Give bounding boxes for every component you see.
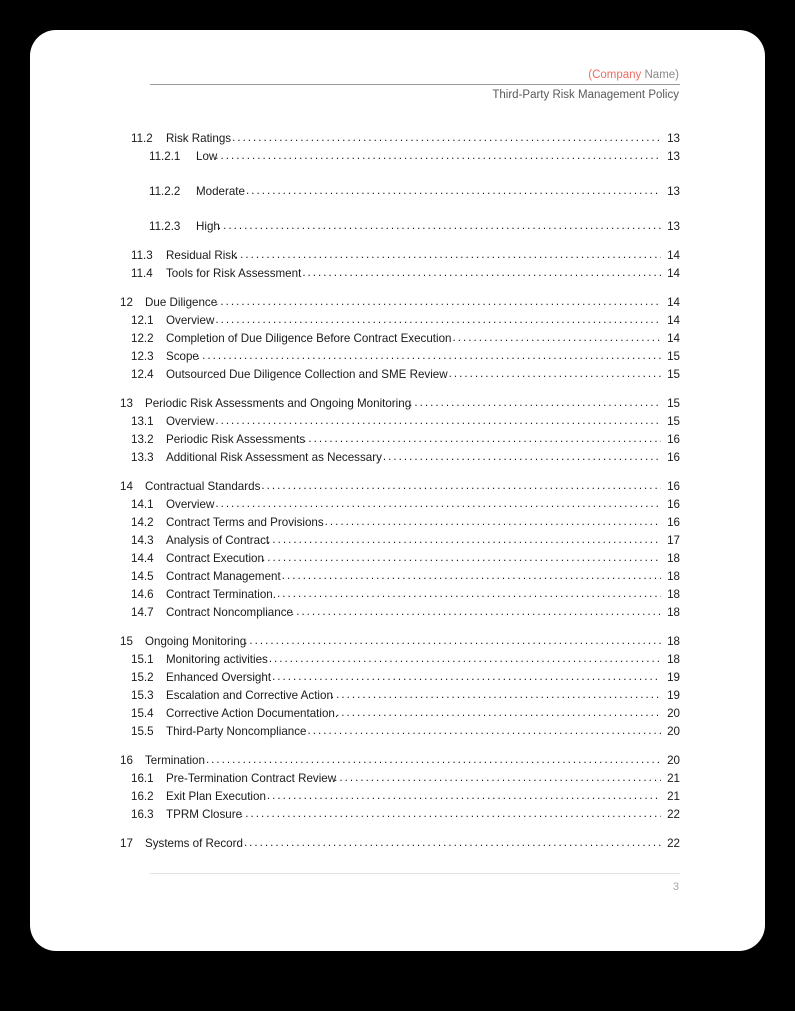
toc-entry-title: Residual Risk xyxy=(166,249,237,262)
toc-entry-number: 12.1 xyxy=(131,314,154,327)
toc-leader-dots xyxy=(215,293,661,311)
toc-entry-title: Third-Party Noncompliance xyxy=(166,725,307,738)
document-content-area xyxy=(120,68,680,913)
toc-entry[interactable] xyxy=(120,366,680,384)
toc-entry-page-number: 16 xyxy=(667,516,680,529)
toc-entry[interactable] xyxy=(120,348,680,366)
toc-leader-dots xyxy=(282,567,661,585)
toc-entry-page-number: 16 xyxy=(667,498,680,511)
header-company-accent-text: (Company xyxy=(588,69,642,81)
toc-entry-number: 15.5 xyxy=(131,725,154,738)
toc-entry-page-number: 20 xyxy=(667,725,680,738)
toc-leader-dots xyxy=(197,347,661,365)
toc-leader-dots xyxy=(218,217,661,235)
toc-entry-title: Tools for Risk Assessment xyxy=(166,267,302,280)
toc-entry-page-number: 13 xyxy=(667,132,680,145)
toc-entry-page-number: 19 xyxy=(667,689,680,702)
toc-entry-title: Overview xyxy=(166,314,215,327)
toc-entry-page-number: 17 xyxy=(667,534,680,547)
toc-entry-page-number: 20 xyxy=(667,707,680,720)
toc-entry-title: Contract Noncompliance xyxy=(166,606,293,619)
toc-entry[interactable] xyxy=(120,312,680,330)
toc-entry[interactable] xyxy=(120,550,680,568)
toc-entry-title: Contract Management xyxy=(166,570,281,583)
toc-entry[interactable] xyxy=(120,586,680,604)
toc-entry-page-number: 20 xyxy=(667,754,680,767)
toc-entry-number: 16.1 xyxy=(131,772,154,785)
header-document-title: Third-Party Risk Management Policy xyxy=(492,89,679,101)
toc-entry-title: Outsourced Due Diligence Collection and SME Review xyxy=(166,368,448,381)
toc-entry-number: 11.3 xyxy=(131,249,153,262)
toc-entry-number: 14.4 xyxy=(131,552,154,565)
toc-entry-title: Systems of Record xyxy=(145,837,243,850)
toc-entry[interactable] xyxy=(120,218,680,236)
toc-leader-dots xyxy=(240,805,661,823)
toc-entry-number: 14.6 xyxy=(131,588,154,601)
toc-leader-dots xyxy=(325,513,661,531)
toc-leader-dots xyxy=(269,650,661,668)
toc-entry-number: 12 xyxy=(120,296,133,309)
toc-entry-page-number: 18 xyxy=(667,588,680,601)
toc-entry-page-number: 15 xyxy=(667,397,680,410)
toc-leader-dots xyxy=(449,365,661,383)
toc-entry-title: Enhanced Oversight xyxy=(166,671,272,684)
toc-entry[interactable] xyxy=(120,669,680,687)
toc-leader-dots xyxy=(331,686,661,704)
toc-entry-page-number: 14 xyxy=(667,296,680,309)
toc-entry-title: Moderate xyxy=(196,185,245,198)
toc-entry-page-number: 13 xyxy=(667,220,680,233)
toc-entry[interactable] xyxy=(120,330,680,348)
toc-entry-title: Contract Execution xyxy=(166,552,264,565)
toc-leader-dots xyxy=(232,129,661,147)
toc-entry-number: 11.2.3 xyxy=(149,220,181,233)
toc-leader-dots xyxy=(334,769,661,787)
toc-entry-number: 16 xyxy=(120,754,133,767)
toc-entry-number: 13.3 xyxy=(131,451,154,464)
toc-entry-page-number: 16 xyxy=(667,480,680,493)
toc-entry[interactable] xyxy=(120,723,680,741)
toc-entry-number: 12.4 xyxy=(131,368,154,381)
toc-entry-page-number: 16 xyxy=(667,433,680,446)
toc-entry-title: Low xyxy=(196,150,218,163)
document-footer xyxy=(120,873,680,896)
toc-entry-number: 15.3 xyxy=(131,689,154,702)
toc-leader-dots xyxy=(206,751,661,769)
document-header xyxy=(120,68,680,114)
footer-page-number: 3 xyxy=(672,881,679,893)
toc-entry-title: Overview xyxy=(166,498,215,511)
toc-entry-number: 14.2 xyxy=(131,516,154,529)
toc-entry-title: Periodic Risk Assessments xyxy=(166,433,306,446)
toc-entry-title: Escalation and Corrective Action xyxy=(166,689,333,702)
toc-leader-dots xyxy=(235,246,661,264)
toc-entry-page-number: 16 xyxy=(667,451,680,464)
header-company-rest-text: Name) xyxy=(641,69,679,81)
toc-leader-dots xyxy=(277,585,661,603)
toc-entry-page-number: 21 xyxy=(667,790,680,803)
toc-entry-number: 11.2.1 xyxy=(149,150,181,163)
header-divider-rule xyxy=(150,84,680,85)
toc-entry[interactable] xyxy=(120,478,680,496)
toc-entry-page-number: 22 xyxy=(667,837,680,850)
toc-leader-dots xyxy=(215,412,661,430)
toc-entry[interactable] xyxy=(120,431,680,449)
toc-entry-page-number: 21 xyxy=(667,772,680,785)
toc-entry-page-number: 15 xyxy=(667,350,680,363)
toc-entry[interactable] xyxy=(120,770,680,788)
toc-entry[interactable] xyxy=(120,532,680,550)
toc-entry-page-number: 18 xyxy=(667,552,680,565)
toc-entry-number: 15 xyxy=(120,635,133,648)
toc-entry[interactable] xyxy=(120,633,680,651)
toc-entry-number: 14.1 xyxy=(131,498,154,511)
toc-entry[interactable] xyxy=(120,651,680,669)
toc-entry[interactable] xyxy=(120,705,680,723)
toc-entry[interactable] xyxy=(120,294,680,312)
toc-entry-number: 15.1 xyxy=(131,653,154,666)
toc-entry-number: 16.3 xyxy=(131,808,154,821)
toc-entry[interactable] xyxy=(120,247,680,265)
toc-entry[interactable] xyxy=(120,130,680,148)
toc-entry[interactable] xyxy=(120,265,680,283)
toc-entry-title: Contract Termination. xyxy=(166,588,276,601)
toc-leader-dots xyxy=(291,603,661,621)
toc-leader-dots xyxy=(215,311,661,329)
toc-entry[interactable] xyxy=(120,148,680,166)
toc-entry-number: 11.4 xyxy=(131,267,153,280)
toc-entry-number: 17 xyxy=(120,837,133,850)
toc-leader-dots xyxy=(272,668,661,686)
toc-entry-number: 14.7 xyxy=(131,606,154,619)
toc-entry-number: 12.3 xyxy=(131,350,154,363)
table-of-contents xyxy=(120,130,680,853)
toc-entry-page-number: 15 xyxy=(667,415,680,428)
toc-entry-page-number: 19 xyxy=(667,671,680,684)
toc-entry-page-number: 22 xyxy=(667,808,680,821)
toc-entry-title: Analysis of Contract xyxy=(166,534,270,547)
toc-entry-page-number: 15 xyxy=(667,368,680,381)
toc-leader-dots xyxy=(244,834,661,852)
toc-entry-number: 12.2 xyxy=(131,332,154,345)
toc-entry-title: Due Diligence xyxy=(145,296,218,309)
toc-entry-number: 11.2.2 xyxy=(149,185,181,198)
toc-entry-title: TPRM Closure xyxy=(166,808,243,821)
toc-entry-title: Additional Risk Assessment as Necessary xyxy=(166,451,382,464)
document-page-sheet xyxy=(30,30,765,951)
toc-leader-dots xyxy=(307,722,661,740)
toc-entry[interactable] xyxy=(120,752,680,770)
toc-entry[interactable] xyxy=(120,806,680,824)
toc-leader-dots xyxy=(267,531,661,549)
toc-leader-dots xyxy=(383,448,661,466)
toc-entry-title: Contract Terms and Provisions xyxy=(166,516,324,529)
toc-entry-title: Periodic Risk Assessments and Ongoing Monitoring xyxy=(145,397,412,410)
toc-entry-title: Termination xyxy=(145,754,205,767)
toc-entry[interactable] xyxy=(120,183,680,201)
toc-entry-page-number: 18 xyxy=(667,653,680,666)
toc-entry-title: Contractual Standards xyxy=(145,480,261,493)
toc-leader-dots xyxy=(267,787,661,805)
toc-leader-dots xyxy=(261,477,661,495)
toc-entry-page-number: 18 xyxy=(667,635,680,648)
toc-entry-page-number: 13 xyxy=(667,150,680,163)
toc-leader-dots xyxy=(336,704,661,722)
toc-entry-page-number: 14 xyxy=(667,267,680,280)
toc-entry[interactable] xyxy=(120,835,680,853)
toc-entry[interactable] xyxy=(120,496,680,514)
toc-entry-title: Completion of Due Diligence Before Contract Execution xyxy=(166,332,452,345)
toc-entry-number: 13.1 xyxy=(131,415,154,428)
toc-leader-dots xyxy=(409,394,661,412)
toc-entry-number: 14.5 xyxy=(131,570,154,583)
toc-entry-number: 14.3 xyxy=(131,534,154,547)
toc-entry-title: Corrective Action Documentation. xyxy=(166,707,339,720)
toc-entry-page-number: 14 xyxy=(667,314,680,327)
toc-entry-title: High xyxy=(196,220,220,233)
toc-entry[interactable] xyxy=(120,788,680,806)
toc-leader-dots xyxy=(215,147,661,165)
header-company-name xyxy=(120,68,680,83)
toc-entry-page-number: 14 xyxy=(667,249,680,262)
toc-leader-dots xyxy=(244,632,661,650)
toc-entry[interactable] xyxy=(120,514,680,532)
toc-leader-dots xyxy=(215,495,661,513)
toc-entry-title: Pre-Termination Contract Review xyxy=(166,772,337,785)
toc-entry[interactable] xyxy=(120,687,680,705)
toc-entry[interactable] xyxy=(120,449,680,467)
toc-leader-dots xyxy=(246,182,661,200)
toc-leader-dots xyxy=(262,549,661,567)
toc-entry-number: 13.2 xyxy=(131,433,154,446)
toc-leader-dots xyxy=(453,329,662,347)
toc-entry-title: Exit Plan Execution xyxy=(166,790,266,803)
toc-entry-title: Scope xyxy=(166,350,199,363)
toc-entry-title: Monitoring activities xyxy=(166,653,268,666)
toc-leader-dots xyxy=(303,430,661,448)
toc-entry[interactable] xyxy=(120,413,680,431)
toc-entry-page-number: 13 xyxy=(667,185,680,198)
toc-entry[interactable] xyxy=(120,568,680,586)
toc-entry-page-number: 14 xyxy=(667,332,680,345)
toc-entry-number: 11.2 xyxy=(131,132,153,145)
toc-entry-number: 15.4 xyxy=(131,707,154,720)
toc-entry-page-number: 18 xyxy=(667,570,680,583)
toc-entry-number: 13 xyxy=(120,397,133,410)
toc-leader-dots xyxy=(302,264,661,282)
toc-entry-number: 16.2 xyxy=(131,790,154,803)
toc-entry-title: Risk Ratings xyxy=(166,132,232,145)
toc-entry-number: 15.2 xyxy=(131,671,154,684)
toc-entry-number: 14 xyxy=(120,480,133,493)
toc-entry-page-number: 18 xyxy=(667,606,680,619)
toc-entry[interactable] xyxy=(120,395,680,413)
toc-entry-title: Overview xyxy=(166,415,215,428)
toc-entry-title: Ongoing Monitoring xyxy=(145,635,247,648)
toc-entry[interactable] xyxy=(120,604,680,622)
